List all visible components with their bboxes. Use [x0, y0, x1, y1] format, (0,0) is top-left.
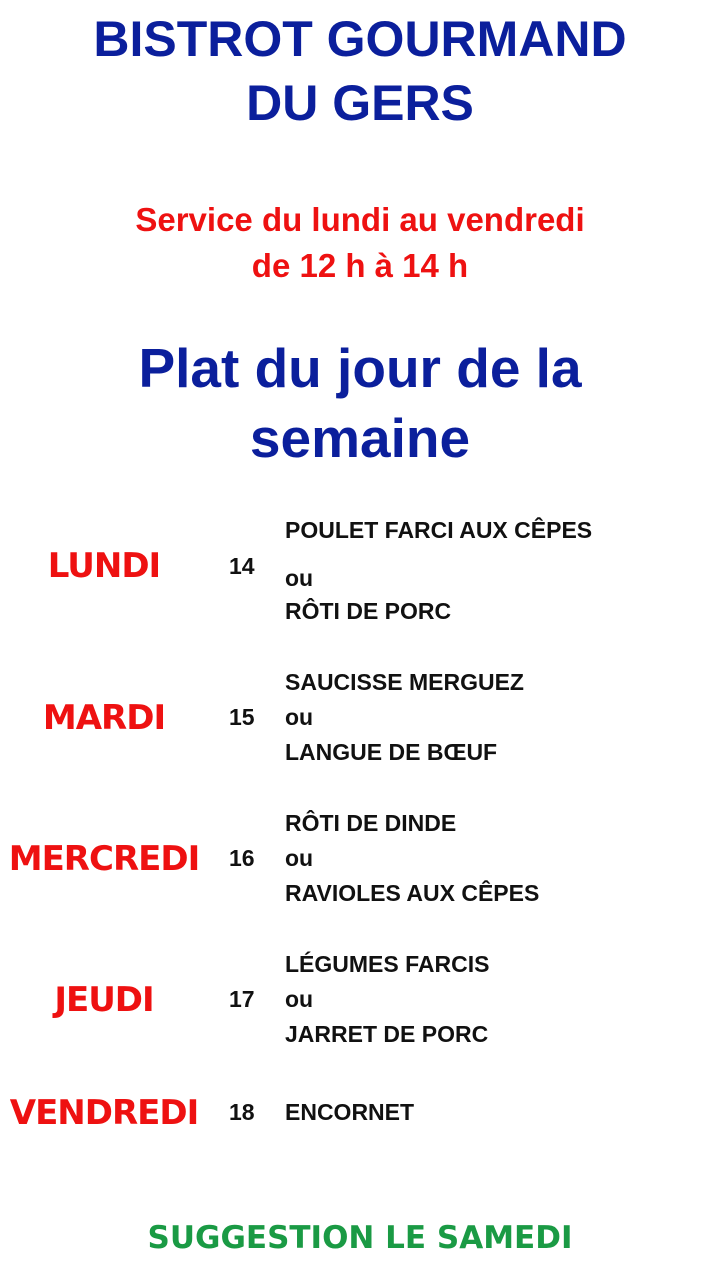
dish-separator: ou: [285, 704, 314, 730]
dish-option-1: POULET FARCI AUX CÊPES: [285, 517, 593, 543]
dish-separator: ou: [285, 986, 314, 1012]
dish-option-2: RAVIOLES AUX CÊPES: [285, 880, 540, 906]
dish-option-2: JARRET DE PORC: [285, 1021, 489, 1047]
dish-option-1: SAUCISSE MERGUEZ: [285, 669, 524, 695]
dish-separator: ou: [285, 845, 314, 871]
day-date: 16: [229, 845, 255, 871]
dish-option-1: LÉGUMES FARCIS: [285, 951, 490, 977]
menu-heading-line-1: Plat du jour de la: [138, 337, 582, 399]
day-date: 18: [229, 1099, 255, 1125]
menu-heading-line-2: semaine: [249, 407, 471, 469]
service-hours: de 12 h à 14 h: [251, 247, 469, 284]
restaurant-name-line-1: BISTROT GOURMAND: [93, 11, 627, 67]
dish-separator: ou: [285, 565, 314, 591]
saturday-suggestion: SUGGESTION LE SAMEDI: [147, 1220, 573, 1256]
dish-option-1: ENCORNET: [285, 1099, 415, 1125]
dish-option-2: LANGUE DE BŒUF: [285, 739, 498, 765]
day-date: 17: [229, 986, 255, 1012]
day-date: 15: [229, 704, 255, 730]
dish-option-1: RÔTI DE DINDE: [285, 810, 457, 836]
day-name: LUNDI: [47, 546, 161, 586]
dish-option-2: RÔTI DE PORC: [285, 598, 452, 624]
day-name: VENDREDI: [9, 1093, 199, 1133]
day-name: MARDI: [42, 698, 166, 738]
service-days: Service du lundi au vendredi: [135, 201, 585, 238]
day-name: JEUDI: [54, 980, 154, 1020]
restaurant-name-line-2: DU GERS: [246, 75, 474, 131]
day-name: MERCREDI: [8, 839, 200, 879]
day-date: 14: [229, 553, 255, 579]
